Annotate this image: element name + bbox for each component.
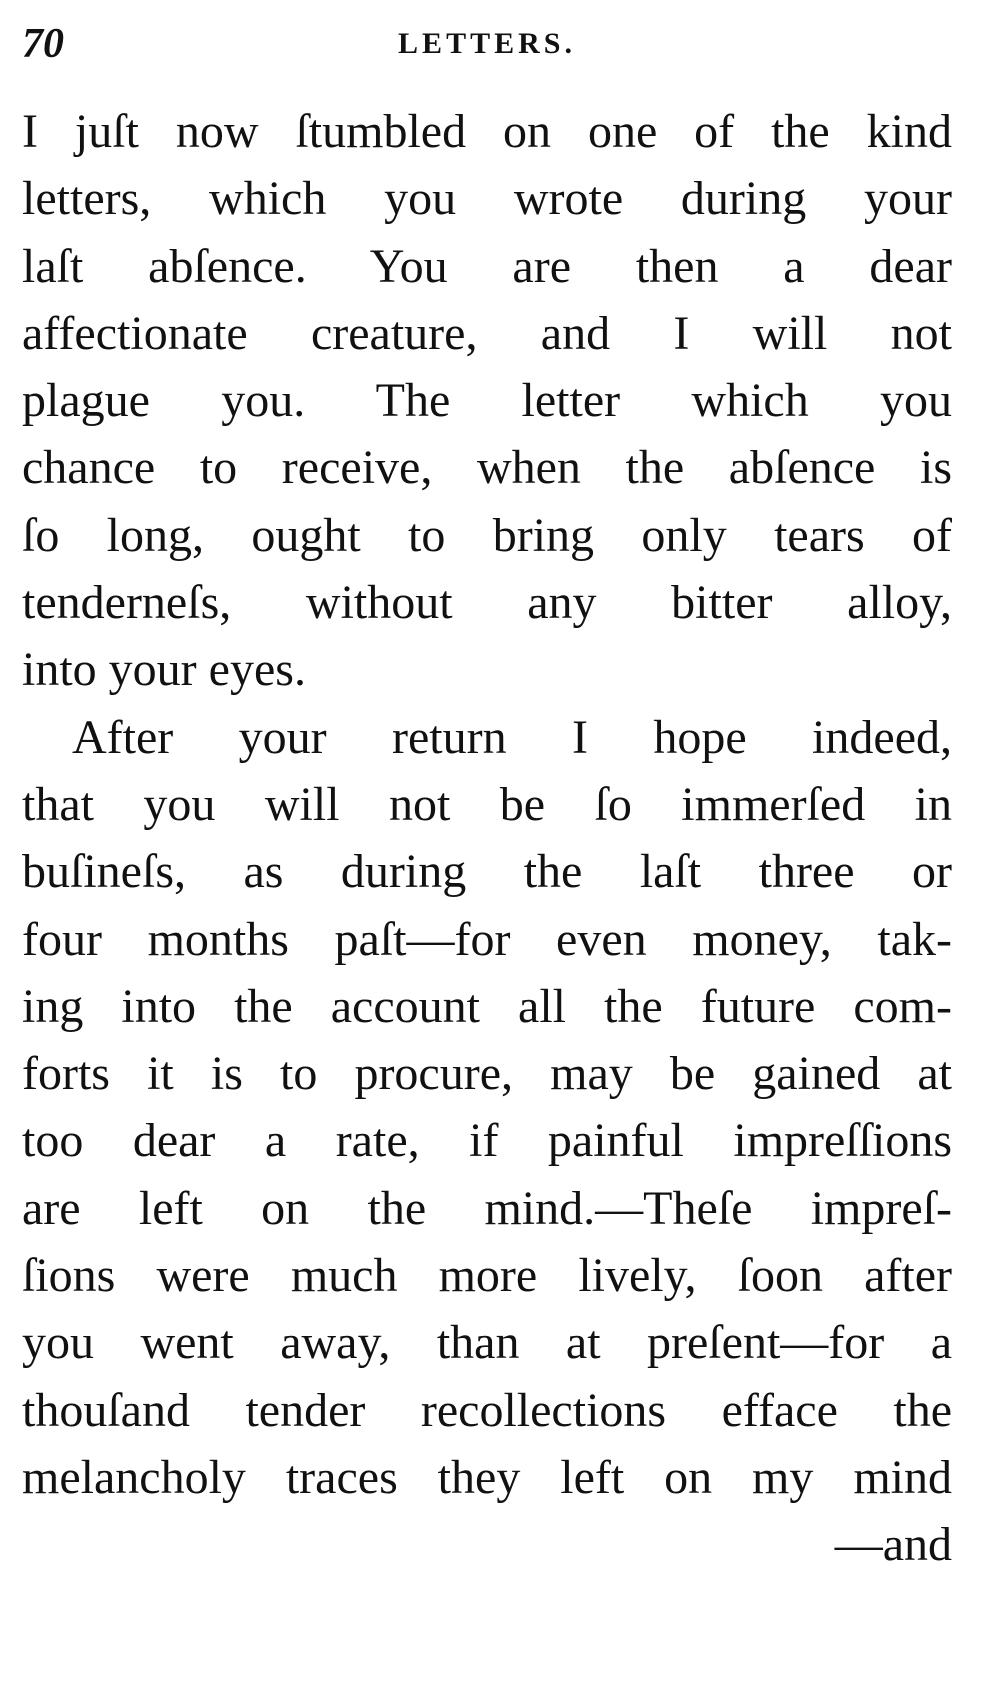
paragraph-1 <box>22 98 952 704</box>
text-line: ing into the account all the future com- <box>22 979 952 1033</box>
text-line: forts it is to procure, may be gained at <box>22 1047 952 1101</box>
text-line: After your return I hope indeed, <box>72 710 952 764</box>
running-title: LETTERS. <box>398 27 576 60</box>
text-line: tenderneſs, without any bitter alloy, <box>22 576 952 630</box>
text-line: chance to receive, when the abſence is <box>22 441 952 495</box>
text-line: plague you. The letter which you <box>22 374 952 428</box>
running-head <box>22 14 952 74</box>
text-line: too dear a rate, if painful impreſſions <box>22 1114 952 1168</box>
catchword: —and <box>834 1518 952 1572</box>
page-number: 70 <box>22 21 64 67</box>
text-line: I juſt now ſtumbled on one of the kind <box>22 105 952 158</box>
text-line: affectionate creature, and I will not <box>22 306 952 360</box>
text-line: ſions were much more lively, ſoon after <box>22 1249 952 1303</box>
text-line: you went away, than at preſent—for a <box>22 1316 952 1370</box>
text-line: thouſand tender recollections efface the <box>22 1383 952 1437</box>
text-line: buſineſs, as during the laſt three or <box>22 845 952 899</box>
text-line: laſt abſence. You are then a dear <box>22 239 952 293</box>
text-line: into your eyes. <box>22 643 306 697</box>
paragraph-2 <box>22 704 952 1512</box>
text-line: letters, which you wrote during your <box>22 172 952 226</box>
text-line: four months paſt—for even money, tak- <box>22 912 952 966</box>
text-line: that you will not be ſo immerſed in <box>22 777 952 831</box>
body-text <box>22 98 952 1579</box>
text-line: ſo long, ought to bring only tears of <box>22 508 952 562</box>
text-line: melancholy traces they left on my mind <box>22 1450 952 1504</box>
text-line: are left on the mind.—Theſe impreſ- <box>22 1181 952 1235</box>
